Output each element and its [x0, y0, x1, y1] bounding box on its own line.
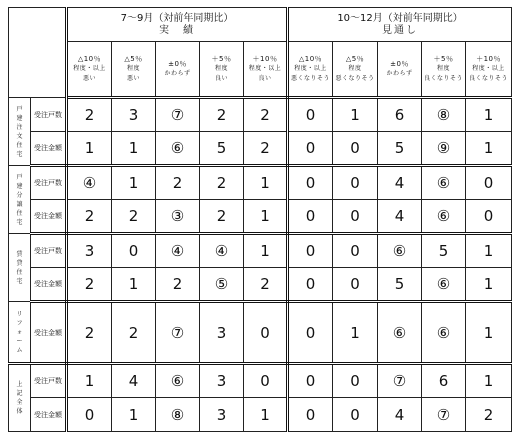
col-header-forecast-3: ±0％ かわらず	[378, 42, 422, 98]
indicator-label: 受注金額	[31, 398, 67, 432]
category-label-custom-homes: 戸 建 注 文 住 宅	[9, 98, 31, 166]
value-cell: 0	[333, 132, 378, 166]
value-cell: ④	[67, 166, 112, 200]
value-cell: 1	[67, 132, 112, 166]
value-cell: 6	[378, 98, 422, 132]
category-label-renovation: リ フ ォ ー ム	[9, 302, 31, 364]
value-cell: 3	[112, 98, 156, 132]
col-header-actual-4: ＋5％ 程度 良い	[200, 42, 244, 98]
value-cell: 0	[333, 364, 378, 398]
indicator-label: 受注金額	[31, 132, 67, 166]
value-cell: 3	[200, 302, 244, 364]
value-cell: ⑥	[422, 302, 466, 364]
value-cell: 2	[112, 302, 156, 364]
group-header-actual	[67, 8, 288, 42]
value-cell: 2	[200, 98, 244, 132]
col-header-forecast-1: △10％ 程度・以上 悪くなりそう	[288, 42, 333, 98]
value-cell: ④	[200, 234, 244, 268]
value-cell: 5	[378, 132, 422, 166]
value-cell: 6	[422, 364, 466, 398]
value-cell: 0	[244, 302, 288, 364]
value-cell: 2	[244, 132, 288, 166]
value-cell: 1	[67, 364, 112, 398]
value-cell: 1	[112, 398, 156, 432]
col-header-actual-2: △5％ 程度 悪い	[112, 42, 156, 98]
value-cell: 4	[378, 398, 422, 432]
value-cell: 0	[288, 200, 333, 234]
value-cell: 4	[378, 200, 422, 234]
value-cell: 0	[288, 234, 333, 268]
value-cell: 2	[200, 166, 244, 200]
value-cell: 2	[67, 302, 112, 364]
value-cell: ⑥	[156, 132, 200, 166]
value-cell: ⑧	[422, 98, 466, 132]
col-header-forecast-4: ＋5％ 程度 良くなりそう	[422, 42, 466, 98]
value-cell: ⑥	[422, 200, 466, 234]
value-cell: 1	[333, 302, 378, 364]
value-cell: 0	[288, 398, 333, 432]
value-cell: 1	[112, 268, 156, 302]
value-cell: 2	[112, 200, 156, 234]
value-cell: 5	[378, 268, 422, 302]
value-cell: 3	[200, 398, 244, 432]
value-cell: 0	[333, 268, 378, 302]
indicator-label: 受注金額	[31, 200, 67, 234]
value-cell: 0	[288, 302, 333, 364]
value-cell: ⑥	[378, 234, 422, 268]
category-label-spec-homes: 戸 建 分 譲 住 宅	[9, 166, 31, 234]
value-cell: 1	[466, 132, 512, 166]
value-cell: 0	[288, 166, 333, 200]
value-cell: 1	[244, 234, 288, 268]
survey-table	[8, 7, 512, 432]
value-cell: ⑦	[156, 98, 200, 132]
value-cell: 1	[466, 268, 512, 302]
indicator-label: 受注金額	[31, 268, 67, 302]
value-cell: 2	[200, 200, 244, 234]
value-cell: 1	[244, 398, 288, 432]
value-cell: 0	[333, 200, 378, 234]
value-cell: ③	[156, 200, 200, 234]
category-label-rental-housing: 賃 貸 住 宅	[9, 234, 31, 302]
value-cell: ⑨	[422, 132, 466, 166]
value-cell: 0	[112, 234, 156, 268]
value-cell: ⑦	[422, 398, 466, 432]
col-header-actual-1: △10％ 程度・以上 悪い	[67, 42, 112, 98]
value-cell: 0	[333, 398, 378, 432]
value-cell: 1	[466, 98, 512, 132]
value-cell: 0	[288, 364, 333, 398]
value-cell: 2	[244, 98, 288, 132]
value-cell: 4	[112, 364, 156, 398]
group-forecast-period: 10〜12月（対前年同期比）	[337, 13, 463, 24]
indicator-label: 受注金額	[31, 302, 67, 364]
value-cell: 4	[378, 166, 422, 200]
value-cell: 0	[466, 166, 512, 200]
col-header-actual-3: ±0％ かわらず	[156, 42, 200, 98]
value-cell: 2	[244, 268, 288, 302]
value-cell: 5	[200, 132, 244, 166]
value-cell: 5	[422, 234, 466, 268]
value-cell: 3	[67, 234, 112, 268]
value-cell: 1	[333, 98, 378, 132]
value-cell: ⑦	[156, 302, 200, 364]
value-cell: 0	[67, 398, 112, 432]
value-cell: 3	[200, 364, 244, 398]
group-actual-label: 実 績	[159, 25, 196, 36]
value-cell: 0	[244, 364, 288, 398]
col-header-actual-5: ＋10％ 程度・以上 良い	[244, 42, 288, 98]
value-cell: ⑥	[378, 302, 422, 364]
group-header-forecast	[288, 8, 512, 42]
value-cell: 0	[288, 268, 333, 302]
value-cell: 0	[466, 200, 512, 234]
value-cell: 2	[67, 268, 112, 302]
value-cell: 1	[244, 166, 288, 200]
value-cell: 0	[333, 234, 378, 268]
group-forecast-label: 見通し	[382, 25, 419, 36]
value-cell: ⑥	[156, 364, 200, 398]
indicator-label: 受注戸数	[31, 234, 67, 268]
value-cell: 2	[156, 166, 200, 200]
col-header-forecast-2: △5％ 程度 悪くなりそう	[333, 42, 378, 98]
value-cell: ⑦	[378, 364, 422, 398]
value-cell: 1	[466, 364, 512, 398]
value-cell: ④	[156, 234, 200, 268]
value-cell: 1	[112, 132, 156, 166]
col-header-forecast-5: ＋10％ 程度・以上 良くなりそう	[466, 42, 512, 98]
group-actual-period: 7〜9月（対前年同期比）	[120, 13, 234, 24]
indicator-label: 受注戸数	[31, 166, 67, 200]
value-cell: 1	[466, 234, 512, 268]
value-cell: 1	[112, 166, 156, 200]
value-cell: ⑧	[156, 398, 200, 432]
value-cell: 2	[67, 98, 112, 132]
value-cell: ⑥	[422, 166, 466, 200]
value-cell: 0	[333, 166, 378, 200]
value-cell: ⑥	[422, 268, 466, 302]
value-cell: 0	[288, 98, 333, 132]
value-cell: 1	[244, 200, 288, 234]
corner-cell	[9, 8, 67, 98]
value-cell: 0	[288, 132, 333, 166]
value-cell: 2	[466, 398, 512, 432]
value-cell: ⑤	[200, 268, 244, 302]
value-cell: 2	[156, 268, 200, 302]
value-cell: 2	[67, 200, 112, 234]
indicator-label: 受注戸数	[31, 364, 67, 398]
indicator-label: 受注戸数	[31, 98, 67, 132]
category-label-all-above: 上 記 全 体	[9, 364, 31, 432]
value-cell: 1	[466, 302, 512, 364]
